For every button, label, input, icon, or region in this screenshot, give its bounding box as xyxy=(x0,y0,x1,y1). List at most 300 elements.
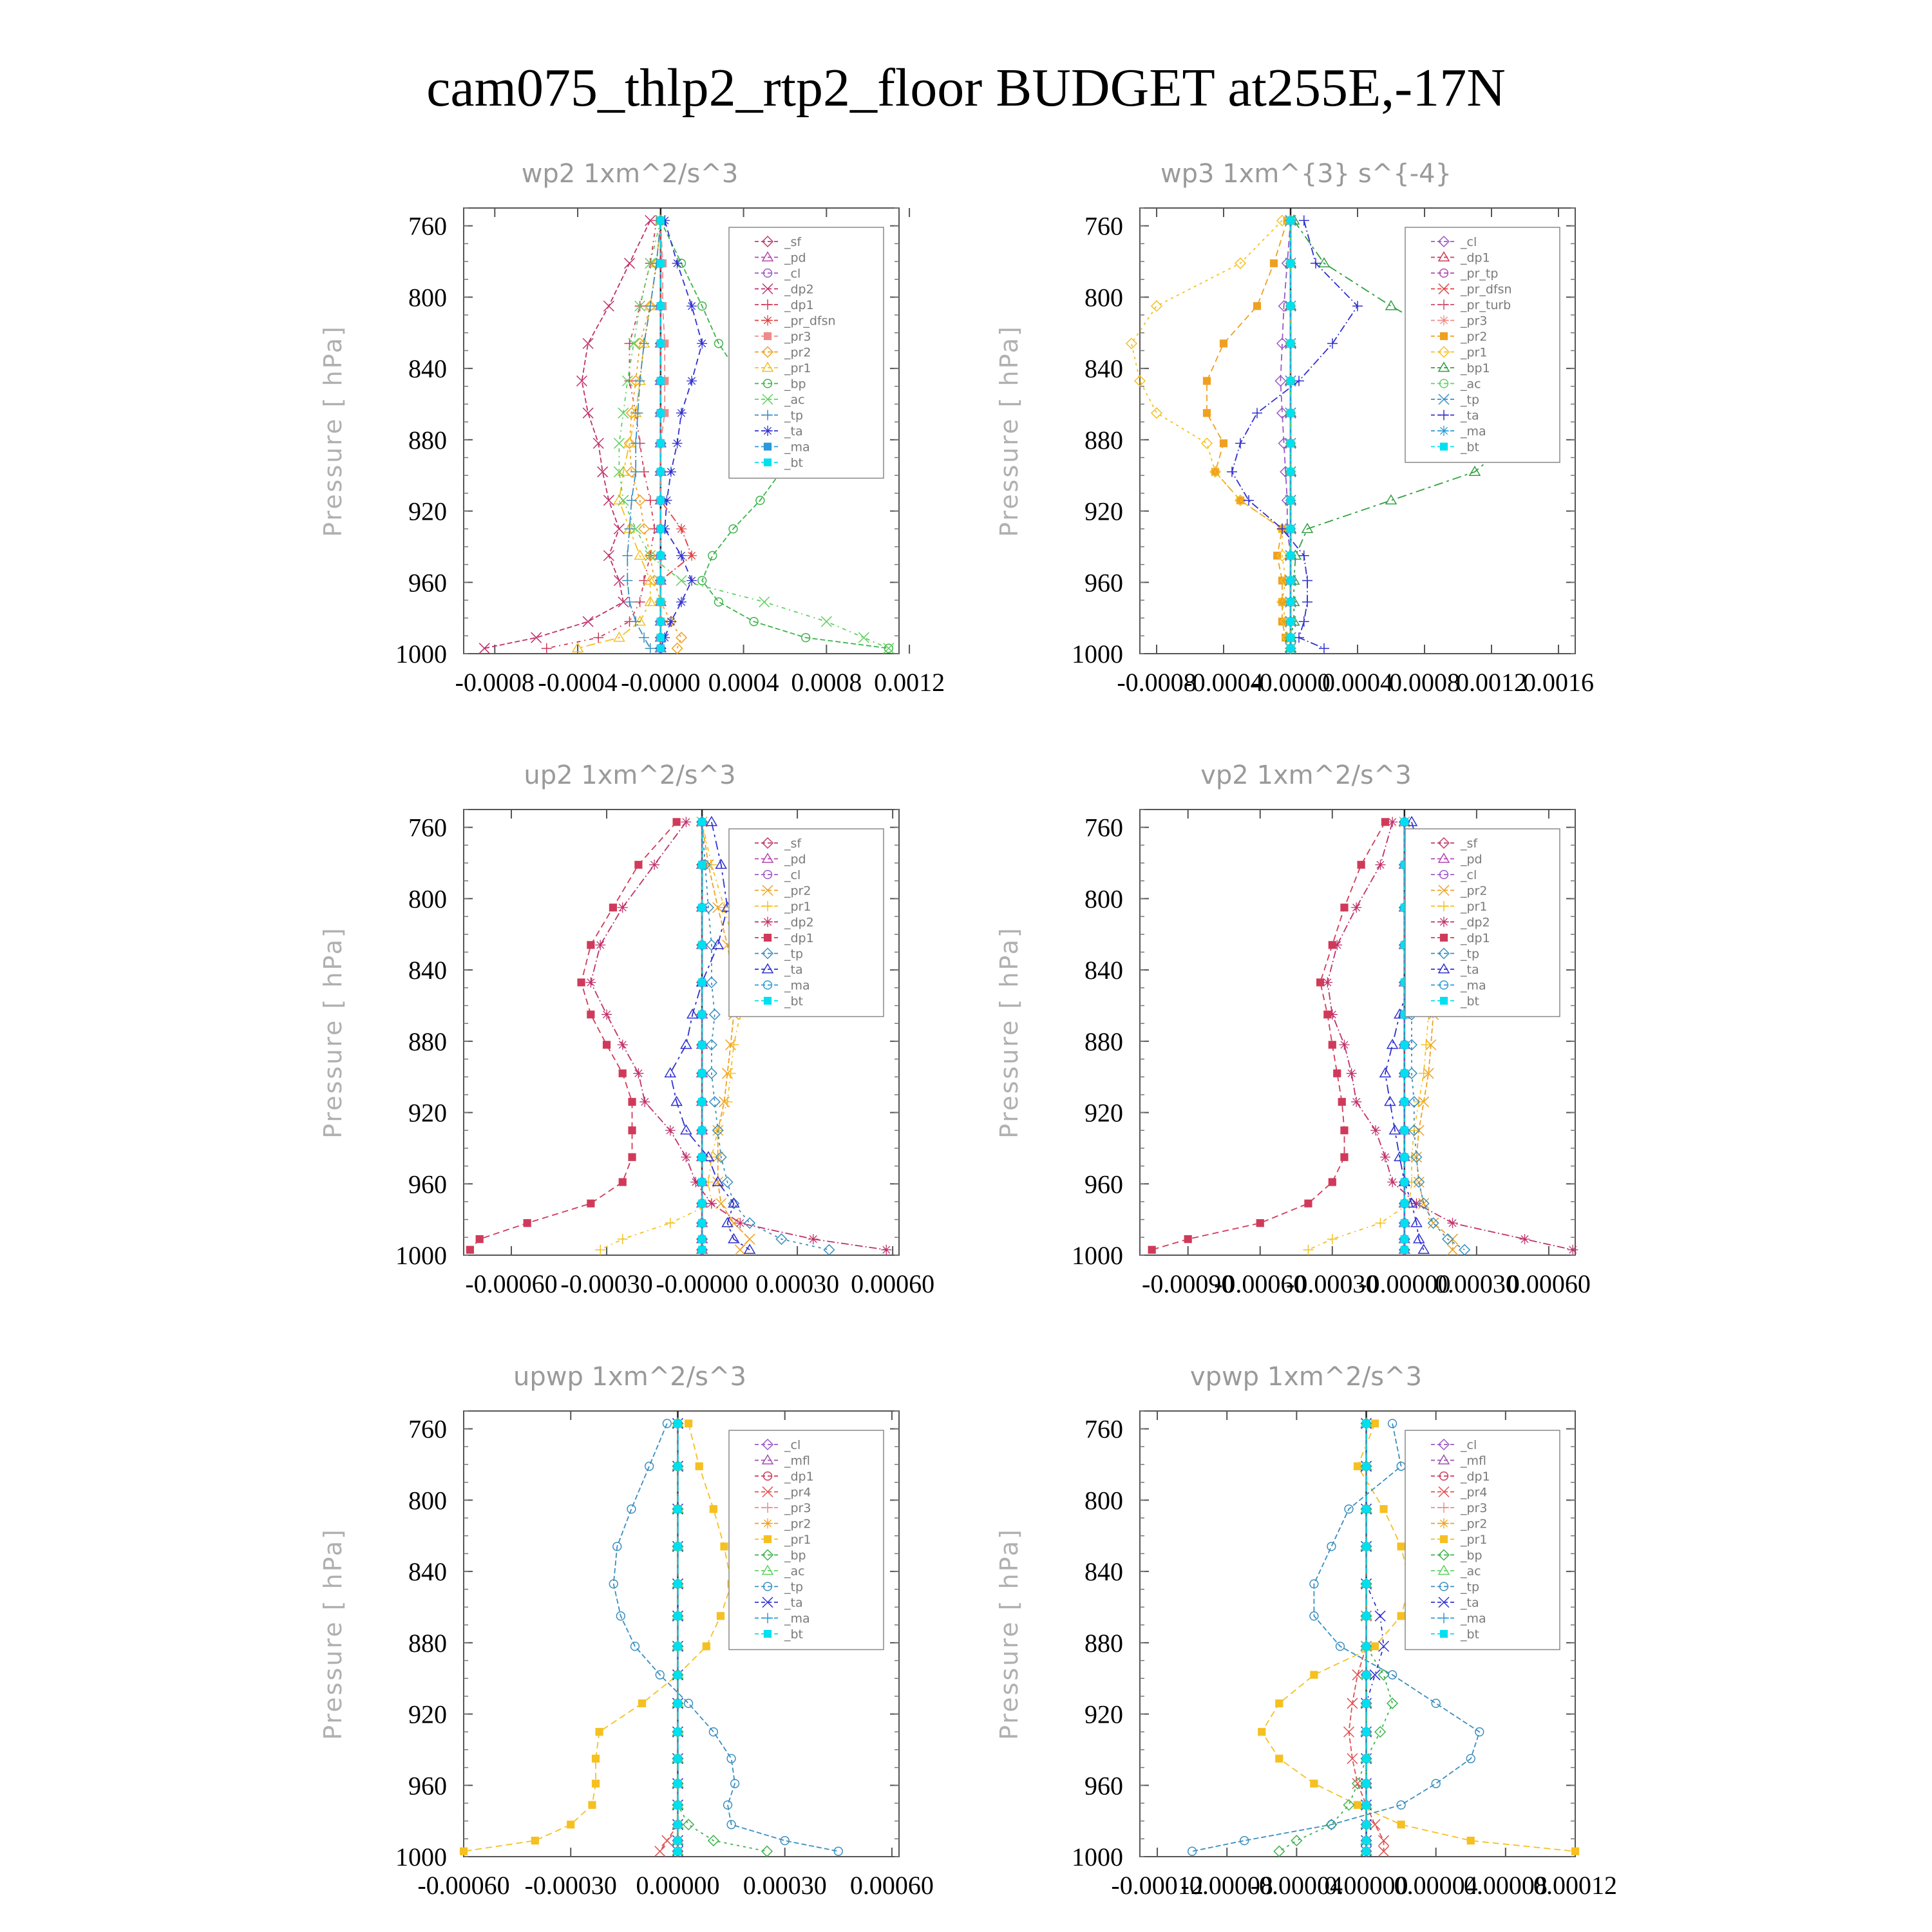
data-point-ta xyxy=(666,467,676,477)
data-point-bt xyxy=(1401,1179,1408,1186)
legend-label: _dp1 xyxy=(784,298,814,312)
data-point-bt xyxy=(674,1801,681,1808)
data-point-dp1 xyxy=(1341,1153,1348,1160)
data-point-bt xyxy=(1363,1671,1370,1678)
data-point-dp1 xyxy=(1341,1127,1348,1134)
legend-label: _ta xyxy=(784,424,803,439)
data-point-bt xyxy=(1287,260,1294,267)
data-point-dp1 xyxy=(635,597,645,607)
data-point-tp xyxy=(627,1505,636,1513)
data-point-bt xyxy=(1363,1837,1370,1844)
data-point-bt xyxy=(698,861,705,868)
legend-label: _ta xyxy=(784,1596,803,1610)
data-point-pr1 xyxy=(703,1643,710,1650)
data-point-dp1 xyxy=(587,1200,594,1207)
data-point-dp2 xyxy=(531,632,542,643)
data-point-bt xyxy=(1363,1755,1370,1762)
data-point-dp1 xyxy=(1317,979,1324,986)
y-tick-label: 880 xyxy=(408,1027,447,1056)
legend-label: _ac xyxy=(1461,1564,1481,1578)
legend-label: _pr1 xyxy=(784,900,811,914)
data-point-pr1 xyxy=(1397,1821,1405,1828)
data-point-bt xyxy=(698,1127,705,1134)
data-point-bt xyxy=(674,1780,681,1787)
legend-label: _pr4 xyxy=(1461,1485,1488,1500)
legend-label: _ta xyxy=(784,963,803,977)
panel-title: up2 1xm^2/s^3 xyxy=(524,761,736,790)
data-point-bt xyxy=(1401,1220,1408,1227)
data-point-dp1 xyxy=(1338,1098,1345,1105)
data-point-bt xyxy=(674,1837,681,1844)
data-point-bt xyxy=(674,1420,681,1427)
data-point-dp1 xyxy=(673,819,680,826)
data-point-dp1 xyxy=(635,861,642,868)
data-point-dp2 xyxy=(625,258,635,269)
y-tick-label: 840 xyxy=(1084,354,1123,384)
chart-panel-3 xyxy=(319,761,934,1298)
data-point-ta xyxy=(1387,1039,1397,1048)
data-point-dp1 xyxy=(1329,1179,1336,1186)
legend-marker xyxy=(764,1630,771,1637)
data-point-pr2 xyxy=(676,632,687,643)
data-point-pr1 xyxy=(1419,1068,1429,1079)
y-tick-label: 760 xyxy=(408,813,447,842)
x-tick-label: 0.00008 xyxy=(1463,1871,1548,1900)
x-tick-label: -0.0000 xyxy=(621,668,701,697)
y-tick-label: 920 xyxy=(408,1098,447,1128)
data-point-bt xyxy=(1363,1821,1370,1828)
data-point-dp2 xyxy=(1351,902,1361,913)
data-point-pr1 xyxy=(592,1755,599,1762)
data-point-dp1 xyxy=(629,1127,636,1134)
data-point-bt xyxy=(1363,1463,1370,1470)
data-point-bt xyxy=(657,260,664,267)
data-point-bt xyxy=(1287,377,1294,384)
data-point-ta xyxy=(676,551,687,561)
data-point-ta xyxy=(1375,1611,1385,1621)
data-point-dp1 xyxy=(629,1098,636,1105)
legend-label: _pr_tp xyxy=(1461,267,1499,281)
data-point-pr1 xyxy=(1202,438,1212,448)
data-point-pr2 xyxy=(1220,340,1227,347)
data-point-dp2 xyxy=(479,643,489,654)
legend-label: _bt xyxy=(784,456,804,470)
data-point-pr2 xyxy=(1270,260,1277,267)
data-point-dp1 xyxy=(619,1070,626,1077)
data-point-bt xyxy=(698,1200,705,1207)
data-point-pr1 xyxy=(728,1039,739,1050)
legend-label: _pr3 xyxy=(784,330,811,344)
data-point-bt xyxy=(657,526,664,533)
data-point-bt xyxy=(1287,526,1294,533)
data-point-pr1 xyxy=(1327,1234,1338,1244)
data-point-dp2 xyxy=(614,524,624,534)
data-point-dp2 xyxy=(576,375,587,386)
data-point-bt xyxy=(1287,577,1294,584)
legend-marker xyxy=(1439,1519,1449,1529)
legend-label: _pr1 xyxy=(1461,345,1488,360)
legend-label: _tp xyxy=(1461,1580,1480,1595)
legend-label: _ma xyxy=(784,978,810,993)
data-point-bt xyxy=(1287,552,1294,559)
legend-marker xyxy=(1440,997,1447,1004)
series-line-dp2 xyxy=(484,220,650,648)
legend-marker xyxy=(762,316,773,326)
x-tick-label: -0.00060 xyxy=(465,1269,558,1298)
data-point-pr_dfsn xyxy=(687,551,697,561)
data-point-ac xyxy=(759,597,770,607)
legend-marker xyxy=(1439,316,1449,326)
legend-label: _tp xyxy=(1461,947,1480,961)
data-point-pr1 xyxy=(618,1234,628,1244)
data-point-pr1 xyxy=(1467,1837,1474,1844)
data-point-dp2 xyxy=(1567,1245,1578,1255)
x-tick-label: -0.00030 xyxy=(560,1269,653,1298)
x-tick-label: -0.00060 xyxy=(417,1871,510,1900)
series-line-dp1 xyxy=(1152,822,1385,1249)
legend-label: _pr3 xyxy=(784,1501,811,1515)
data-point-pr1 xyxy=(1375,1218,1385,1228)
data-point-dp1 xyxy=(1324,1011,1331,1018)
chart-panel-1 xyxy=(319,159,945,697)
data-point-pr1 xyxy=(696,1463,703,1470)
data-point-bt xyxy=(1287,410,1294,417)
data-point-ta xyxy=(1299,616,1309,627)
y-tick-label: 840 xyxy=(408,1557,447,1587)
y-tick-label: 960 xyxy=(1084,1170,1123,1199)
data-point-pr1 xyxy=(1371,1643,1378,1650)
data-point-bt xyxy=(698,1098,705,1105)
legend-label: _dp2 xyxy=(784,915,814,930)
legend-label: _tp xyxy=(784,1580,804,1595)
y-tick-label: 880 xyxy=(1084,1027,1123,1056)
series-line-pr1 xyxy=(1132,220,1291,648)
data-point-bt xyxy=(698,819,705,826)
chart-panel-2 xyxy=(995,159,1594,697)
data-point-bt xyxy=(1287,303,1294,310)
data-point-bt xyxy=(657,303,664,310)
data-point-dp1 xyxy=(1256,1220,1264,1227)
data-point-bt xyxy=(698,1070,705,1077)
data-point-bt xyxy=(1401,1200,1408,1207)
y-tick-label: 1000 xyxy=(1072,1842,1123,1871)
legend-label: _dp2 xyxy=(784,282,814,297)
legend-label: _ac xyxy=(784,393,805,407)
data-point-dp2 xyxy=(706,1198,717,1209)
data-point-dp2 xyxy=(618,902,628,913)
data-point-dp1 xyxy=(1305,1200,1312,1207)
data-point-bt xyxy=(1401,1127,1408,1134)
data-point-bt xyxy=(698,979,705,986)
y-tick-label: 1000 xyxy=(1072,1241,1123,1270)
data-point-bt xyxy=(674,1580,681,1587)
legend-label: _ta xyxy=(1461,1596,1479,1610)
legend-marker xyxy=(1440,1630,1447,1637)
data-point-pr1 xyxy=(1151,408,1162,418)
y-tick-label: 920 xyxy=(408,497,447,526)
legend-label: _pr1 xyxy=(784,361,811,375)
x-tick-label: -0.00090 xyxy=(1142,1269,1235,1298)
x-tick-label: 0.00030 xyxy=(743,1871,827,1900)
legend-label: _bt xyxy=(784,994,804,1009)
legend-label: _ma xyxy=(1461,424,1486,439)
legend-marker xyxy=(764,934,771,941)
legend-label: _ac xyxy=(784,1564,805,1578)
data-point-tp xyxy=(1432,1700,1440,1708)
x-tick-label: 0.00000 xyxy=(636,1871,720,1900)
y-tick-label: 960 xyxy=(408,568,447,598)
data-point-ac xyxy=(858,632,869,643)
data-point-pr1 xyxy=(460,1848,467,1855)
legend-marker xyxy=(1440,332,1447,339)
legend-label: _dp1 xyxy=(784,1470,814,1484)
data-point-bt xyxy=(698,1011,705,1018)
y-axis-label: Pressure [ hPa] xyxy=(995,325,1023,537)
data-point-tp xyxy=(824,1245,834,1255)
data-point-ac xyxy=(821,616,831,627)
data-point-bt xyxy=(657,634,664,641)
data-point-tp xyxy=(622,576,632,586)
data-point-dp1 xyxy=(603,1041,610,1048)
data-point-bt xyxy=(1363,1700,1370,1707)
legend-label: _pr3 xyxy=(1461,314,1488,328)
data-point-bt xyxy=(674,1728,681,1736)
legend-marker xyxy=(764,443,771,450)
data-point-pr2 xyxy=(1428,1218,1439,1228)
data-point-pr2 xyxy=(639,524,649,534)
data-point-ta xyxy=(687,375,697,386)
data-point-dp2 xyxy=(1380,1152,1390,1162)
data-point-bp xyxy=(715,598,723,606)
data-point-pr1 xyxy=(614,632,624,641)
data-point-bt xyxy=(674,1821,681,1828)
y-tick-label: 1000 xyxy=(395,1842,447,1871)
data-point-dp1 xyxy=(1381,819,1388,826)
data-point-bt xyxy=(657,440,664,447)
y-axis-label: Pressure [ hPa] xyxy=(995,926,1023,1139)
data-point-ac xyxy=(614,438,624,448)
data-point-bt xyxy=(698,942,705,949)
data-point-bp xyxy=(762,1846,772,1857)
y-axis-label: Pressure [ hPa] xyxy=(319,1528,347,1740)
data-point-dp1 xyxy=(1184,1235,1191,1242)
page-title: cam075_thlp2_rtp2_floor BUDGET at255E,-17N xyxy=(426,58,1506,118)
data-point-ta xyxy=(1319,643,1329,654)
data-point-bt xyxy=(657,552,664,559)
data-point-dp1 xyxy=(625,375,635,386)
legend-label: _bt xyxy=(1461,994,1480,1009)
y-tick-label: 840 xyxy=(1084,956,1123,985)
data-point-pr2 xyxy=(1203,410,1210,417)
data-point-dp2 xyxy=(1351,1097,1361,1107)
legend-label: _dp1 xyxy=(784,931,814,945)
legend-label: _cl xyxy=(1461,1438,1477,1452)
data-point-dp2 xyxy=(618,1039,628,1050)
x-tick-label: -0.00030 xyxy=(1286,1269,1379,1298)
data-point-pr2 xyxy=(1253,303,1260,310)
legend-label: _bp xyxy=(1461,1548,1482,1563)
data-point-dp2 xyxy=(603,551,614,561)
data-point-pr1 xyxy=(592,1780,599,1787)
data-point-bp1 xyxy=(1470,467,1480,476)
data-point-pr1 xyxy=(1303,1245,1313,1255)
y-tick-label: 800 xyxy=(408,1486,447,1515)
legend-label: _tp xyxy=(784,947,804,961)
data-point-pr1 xyxy=(1354,1801,1361,1808)
chart-panel-4 xyxy=(995,761,1591,1298)
data-point-tp xyxy=(1432,1779,1440,1788)
panel-title: upwp 1xm^2/s^3 xyxy=(513,1362,746,1392)
legend-marker xyxy=(1439,917,1449,927)
y-tick-label: 760 xyxy=(408,1414,447,1444)
data-point-pr1 xyxy=(589,1801,596,1808)
data-point-bt xyxy=(698,1179,705,1186)
data-point-bt xyxy=(1287,440,1294,447)
data-point-pr1 xyxy=(1311,1780,1318,1787)
data-point-bt xyxy=(674,1613,681,1620)
legend-label: _mfl xyxy=(1461,1454,1486,1468)
data-point-bt xyxy=(1287,340,1294,347)
y-tick-label: 800 xyxy=(1084,283,1123,312)
data-point-dp2 xyxy=(583,616,593,627)
data-point-pr1 xyxy=(1371,1420,1378,1427)
data-point-dp1 xyxy=(593,632,603,643)
x-tick-label: 0.0008 xyxy=(1389,668,1460,697)
data-point-ta xyxy=(687,576,697,586)
y-tick-label: 800 xyxy=(1084,1486,1123,1515)
data-point-ta xyxy=(676,408,687,418)
legend-label: _pr1 xyxy=(784,1533,811,1547)
data-point-bt xyxy=(657,577,664,584)
data-point-dp2 xyxy=(1387,1177,1397,1188)
data-point-dp2 xyxy=(603,495,614,506)
x-tick-label: -0.0004 xyxy=(538,668,618,697)
data-point-ac xyxy=(676,576,687,586)
y-tick-label: 880 xyxy=(1084,1628,1123,1658)
data-point-pr1 xyxy=(1311,1671,1318,1678)
data-point-ta xyxy=(676,597,687,607)
data-point-pr1 xyxy=(665,1218,676,1228)
data-point-bt xyxy=(1287,468,1294,475)
data-point-ta xyxy=(697,338,707,348)
panel-title: wp2 1xm^2/s^3 xyxy=(521,159,739,189)
data-point-bt xyxy=(674,1755,681,1762)
y-tick-label: 840 xyxy=(408,354,447,384)
data-point-dp2 xyxy=(735,1218,745,1228)
legend-label: _pr2 xyxy=(1461,330,1488,344)
data-point-bt xyxy=(698,1246,705,1253)
data-point-pr1 xyxy=(596,1728,603,1736)
series-line-bp xyxy=(1279,1423,1392,1851)
data-point-tp xyxy=(706,977,717,987)
data-point-pr1 xyxy=(685,1420,692,1427)
data-point-tp xyxy=(625,597,635,607)
data-point-pr1 xyxy=(1421,1039,1431,1050)
x-tick-label: -0.00060 xyxy=(1214,1269,1307,1298)
y-tick-label: 960 xyxy=(408,1771,447,1801)
y-tick-label: 840 xyxy=(1084,1557,1123,1587)
legend-label: _dp1 xyxy=(1461,1470,1490,1484)
data-point-pr4 xyxy=(662,1835,672,1846)
data-point-dp2 xyxy=(595,940,605,950)
data-point-dp1 xyxy=(1329,1041,1336,1048)
legend-label: _cl xyxy=(784,868,801,882)
y-tick-label: 800 xyxy=(1084,884,1123,914)
legend-label: _cl xyxy=(784,1438,801,1452)
chart-panel-6 xyxy=(995,1362,1617,1900)
data-point-bt xyxy=(1401,1041,1408,1048)
y-axis-label: Pressure [ hPa] xyxy=(319,926,347,1139)
x-tick-label: 0.00030 xyxy=(1434,1269,1519,1298)
data-point-dp2 xyxy=(583,408,593,418)
legend-label: _pr_dfsn xyxy=(784,314,836,328)
data-point-bp xyxy=(708,551,717,560)
data-point-bt xyxy=(1401,1235,1408,1242)
x-tick-label: -0.0008 xyxy=(1117,668,1197,697)
data-point-tp xyxy=(645,1462,654,1470)
data-point-bt xyxy=(674,1543,681,1550)
data-point-ta xyxy=(672,438,683,448)
data-point-bt xyxy=(1363,1543,1370,1550)
legend-label: _mfl xyxy=(784,1454,810,1468)
series-line-dp1 xyxy=(470,822,677,1249)
data-point-dp2 xyxy=(601,1009,612,1019)
data-point-bt xyxy=(1287,217,1294,224)
legend-label: _bp xyxy=(784,1548,806,1563)
legend-label: _ma xyxy=(1461,1611,1486,1626)
data-point-bt xyxy=(698,904,705,911)
data-point-bp xyxy=(1291,1835,1302,1846)
legend-label: _cl xyxy=(1461,235,1477,249)
data-point-dp2 xyxy=(583,338,593,348)
data-point-pr1 xyxy=(1151,301,1162,311)
data-point-dp2 xyxy=(1370,1125,1381,1135)
legend-marker xyxy=(1439,426,1449,436)
data-point-bt xyxy=(674,1506,681,1513)
data-point-dp2 xyxy=(1520,1234,1530,1244)
legend-label: _pr3 xyxy=(1461,1501,1488,1515)
data-point-dp2 xyxy=(639,1097,650,1107)
data-point-ta xyxy=(1227,467,1237,477)
legend-marker xyxy=(764,459,771,466)
data-point-pr1 xyxy=(1126,338,1137,348)
legend-marker xyxy=(762,426,773,436)
data-point-pr2 xyxy=(735,1245,745,1255)
legend-label: _tp xyxy=(1461,393,1480,407)
legend-marker xyxy=(1440,934,1447,941)
data-point-tp xyxy=(744,1218,755,1228)
legend-label: _dp1 xyxy=(1461,251,1490,265)
data-point-dp1 xyxy=(466,1246,473,1253)
data-point-tp xyxy=(639,632,649,643)
y-tick-label: 920 xyxy=(1084,497,1123,526)
data-point-dp2 xyxy=(603,301,614,311)
legend-label: _pr1 xyxy=(1461,900,1488,914)
data-point-dp1 xyxy=(1148,1246,1155,1253)
data-point-pr1 xyxy=(531,1837,538,1844)
data-point-bt xyxy=(1287,645,1294,652)
data-point-pr1 xyxy=(1397,1613,1405,1620)
data-point-dp2 xyxy=(1448,1218,1458,1228)
y-tick-label: 760 xyxy=(1084,1414,1123,1444)
legend-label: _pr2 xyxy=(784,1517,811,1531)
data-point-bt xyxy=(657,377,664,384)
y-tick-label: 920 xyxy=(1084,1098,1123,1128)
legend-label: _pr1 xyxy=(1461,1533,1488,1547)
x-tick-label: 0.0004 xyxy=(708,668,779,697)
data-point-dp1 xyxy=(578,979,585,986)
data-point-pr1 xyxy=(595,1245,605,1255)
